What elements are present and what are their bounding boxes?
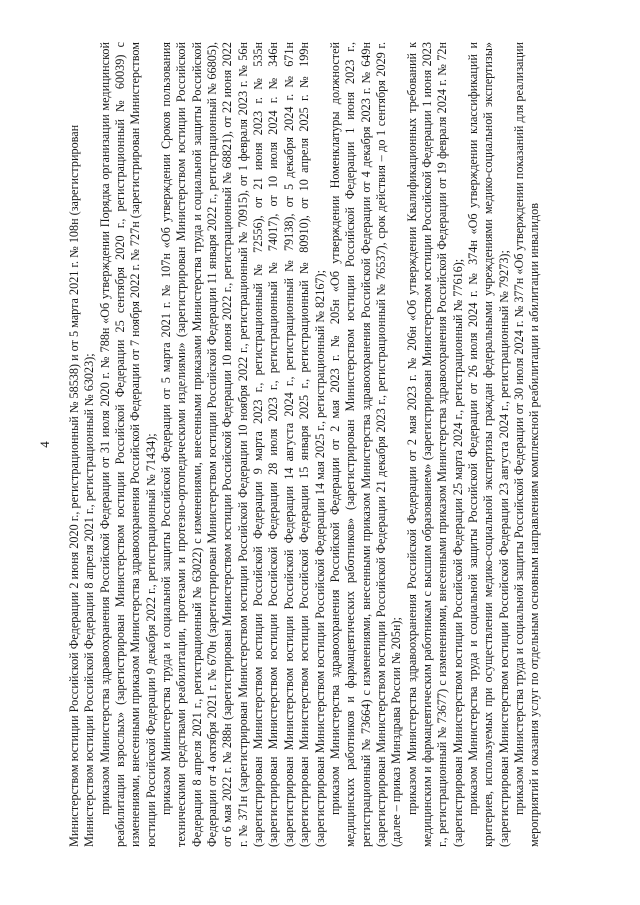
intro-line: Министерством юстиции Российской Федерации 8 апреля 2021 г., регистрационный № 63023); bbox=[82, 353, 97, 847]
paragraph-order-205n: приказом Министерства здравоохранения Российской Федерации от 2 мая 2023 г. № 205н «Об утверждении Номенклатуры должностей медицинских работников и фармацевтических работников» (зарегистрирован Министерством юстиции Российской Федерации 1 июня 2023 г., регистрационный № 73664) с изменениями, внесенными приказом Министерства здравоохранения Российской Федерации от 4 декабря 2023 г. № 649н (зарегистрирован Министерством юстиции Российской Федерации 21 декабря 2023 г., регистрационный № 76537), срок действия – до 1 сентября 2029 г. (далее – приказ Минздрава России № 205н); bbox=[327, 42, 404, 847]
rotated-page-content bbox=[37, 42, 567, 847]
paragraph-order-377n: приказом Министерства труда и социальной защиты Российской Федерации от 30 июля 2024 г. № 377н «Об утверждении показаний для реализации мероприятий и оказания услуг по отдельным основным направлениям комплексной реабилитации и абилитации инвалидов bbox=[511, 42, 542, 847]
paragraph-order-107n: приказом Министерства труда и социальной защиты Российской Федерации от 5 марта 2021 г. № 107н «Об утверждении Сроков пользования техническими средствами реабилитации, протезами и протезно-ортопедическими изделиями» (зарегистрирован Министерством юстиции Российской Федерации 8 апреля 2021 г., регистрационный № 63022) с изменениями, внесенными приказами Министерства труда и социальной защиты Российской Федерации от 4 октября 2021 г. № 670н (зарегистрирован Министерством юстиции Российской Федерации 11 января 2022 г., регистрационный № 66805), от 6 мая 2022 г. № 288н (зарегистрирован Министерством юстиции Российской Федерации 10 июня 2022 г., регистрационный № 68821), от 22 июня 2022 г. № 371н (зарегистрирован Министерством юстиции Российской Федерации 10 ноября 2022 г., регистрационный № 70915), от 1 февраля 2023 г. № 56н (зарегистрирован Министерством юстиции Российской Федерации 9 марта 2023 г., регистрационный № 72556), от 21 июня 2023 г. № 535н (зарегистрирован Министерством юстиции Российской Федерации 28 июля 2023 г., регистрационный № 74017), от 10 июля 2024 г. № 346н (зарегистрирован Министерством юстиции Российской Федерации 14 августа 2024 г., регистрационный № 79138), от 5 декабря 2024 г. № 671н (зарегистрирован Министерством юстиции Российской Федерации 15 января 2025 г., регистрационный № 80910), от 10 апреля 2025 г. № 199н (зарегистрирован Министерством юстиции Российской Федерации 14 мая 2025 г., регистрационный № 82167); bbox=[159, 42, 327, 847]
paragraph-order-206n: приказом Министерства здравоохранения Российской Федерации от 2 мая 2023 г. № 206н «Об утверждении Квалификационных требований к медицинским и фармацевтическим работникам с высшим образованием» (зарегистрирован Министерством юстиции Российской Федерации 1 июня 2023 г., регистрационный № 73677) с изменениями, внесенными приказом Министерства здравоохранения Российской Федерации от 19 февраля 2024 г. № 72н (зарегистрирован Министерством юстиции Российской Федерации 25 марта 2024 г., регистрационный № 77616); bbox=[404, 42, 465, 847]
paragraph-order-374n: приказом Министерства труда и социальной защиты Российской Федерации от 26 июля 2024 г. № 374н «Об утверждении классификаций и критериев, используемых при осуществлении медико-социальной экспертизы граждан федеральными учреждениями медико-социальной экспертизы» (зарегистрирован Министерством юстиции Российской Федерации 23 августа 2024 г., регистрационный № 79273); bbox=[465, 42, 511, 847]
intro-line: Министерством юстиции Российской Федерации 2 июня 2020 г., регистрационный № 58538) и от 5 марта 2021 г. № 108н (зарегистрирован bbox=[67, 124, 81, 847]
page-number: 4 bbox=[37, 441, 52, 448]
intro-text bbox=[67, 42, 98, 847]
paragraph-order-788n: приказом Министерства здравоохранения Российской Федерации от 31 июля 2020 г. № 788н «Об утверждении Порядка организации медицинской реабилитации взрослых» (зарегистрирован Министерством юстиции Российской Федерации 25 сентября 2020 г., регистрационный № 60039) с изменениями, внесенными приказом Министерства здравоохранения Российской Федерации от 7 ноября 2022 г. № 727н (зарегистрирован Министерством юстиции Российской Федерации 9 декабря 2022 г., регистрационный № 71434); bbox=[97, 42, 158, 847]
